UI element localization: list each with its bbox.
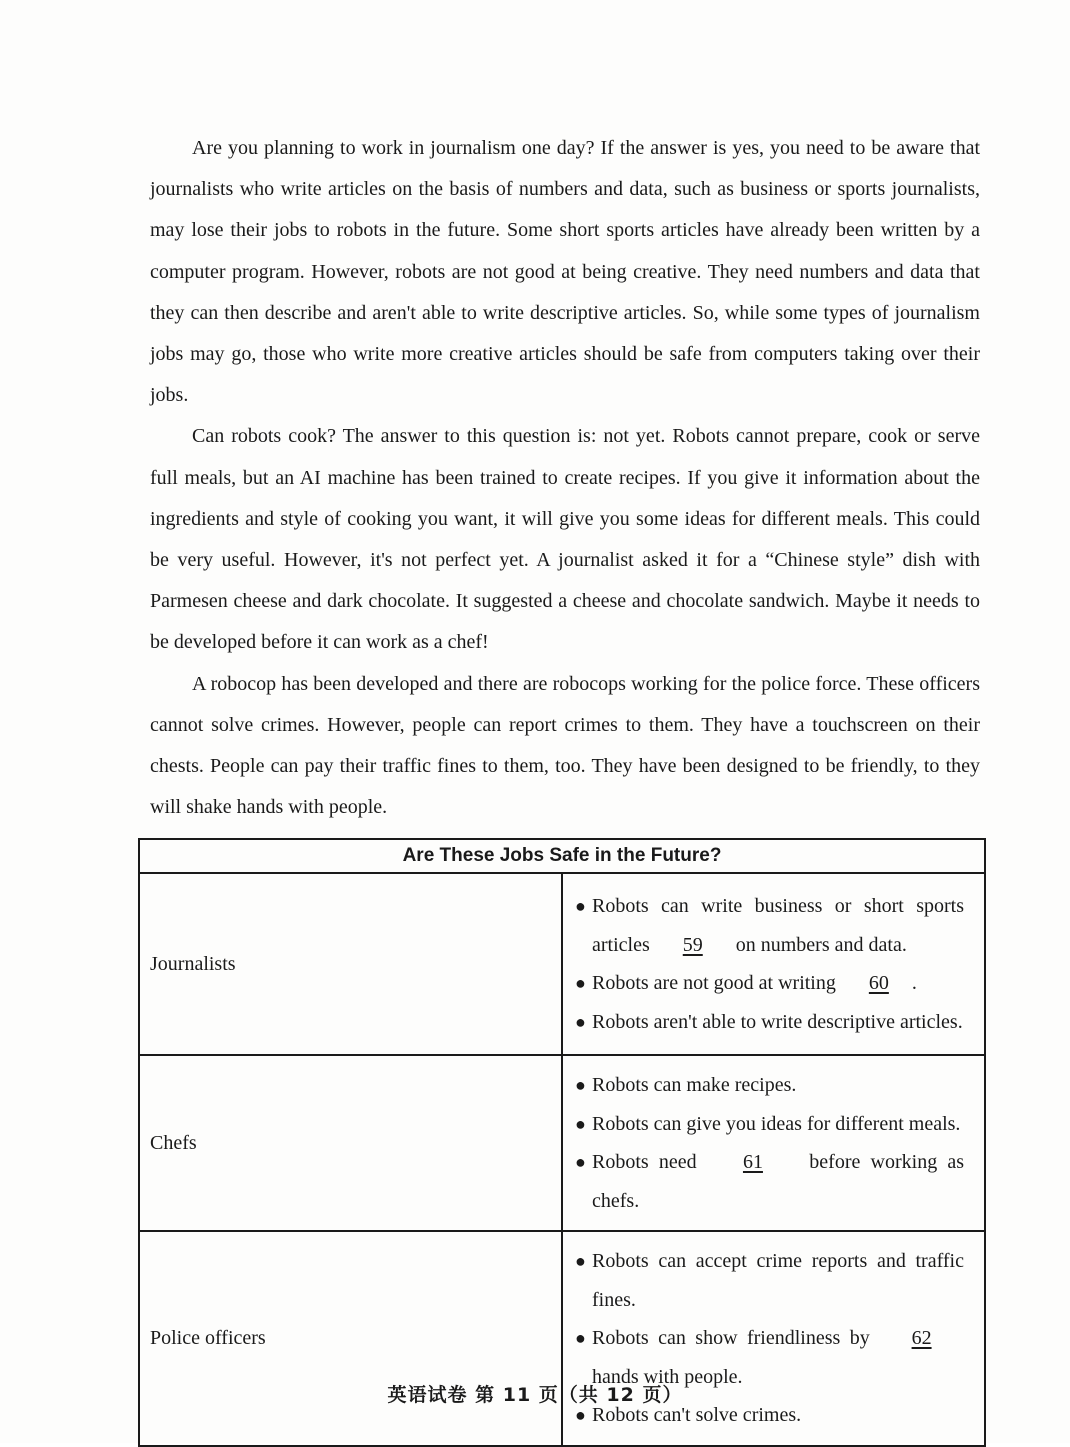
point-text: Robots can make recipes. xyxy=(592,1074,797,1096)
answer-blank-62[interactable]: 62 xyxy=(911,1327,932,1349)
table-title: Are These Jobs Safe in the Future? xyxy=(139,839,985,873)
point-text: before working as chefs. xyxy=(592,1151,965,1212)
points-cell-police-officers xyxy=(562,1231,985,1446)
job-label-journalists: Journalists xyxy=(139,873,562,1055)
point-item xyxy=(575,887,964,964)
point-text: Robots can write business or short sports articles xyxy=(592,895,964,956)
table-row xyxy=(139,873,985,1055)
jobs-table-container xyxy=(138,838,986,1447)
bullet-icon: ● xyxy=(575,1075,586,1095)
points-cell-chefs xyxy=(562,1055,985,1231)
job-label-chefs: Chefs xyxy=(139,1055,562,1231)
bullet-icon: ● xyxy=(575,973,586,993)
bullet-icon: ● xyxy=(575,1251,586,1271)
point-item xyxy=(575,1066,964,1105)
table-row xyxy=(139,1055,985,1231)
point-text: hands with people. xyxy=(592,1365,743,1388)
point-text: . xyxy=(911,972,917,994)
answer-blank-59[interactable]: 59 xyxy=(682,933,703,956)
jobs-table xyxy=(138,838,986,1447)
point-item xyxy=(575,1242,964,1319)
point-item xyxy=(575,1105,964,1144)
job-label-police-officers: Police officers xyxy=(139,1231,562,1446)
point-text: Robots are not good at writing xyxy=(592,972,836,994)
answer-blank-60[interactable]: 60 xyxy=(868,972,889,994)
bullet-icon: ● xyxy=(575,1011,586,1032)
point-text: on numbers and data. xyxy=(735,933,907,956)
bullet-icon: ● xyxy=(575,1152,586,1172)
page-footer: 英语试卷 第 11 页（共 12 页） xyxy=(387,1384,683,1406)
point-text: Robots can give you ideas for different meals. xyxy=(592,1112,961,1135)
paragraph-journalism: Are you planning to work in journalism one day? If the answer is yes, you need to be aware that journalists who write articles on the basis of numbers and data, such as business or sports journalists, may lose their jobs to robots in the future. Some short sports articles have already been written by a computer program. However, robots are not good at being creative. They need numbers and data that they can then describe and aren't able to write descriptive articles. So, while some types of journalism jobs may go, those who write more creative articles should be safe from computers taking over their jobs. xyxy=(150,137,980,407)
point-text: Robots can show friendliness by xyxy=(592,1327,870,1349)
bullet-icon: ● xyxy=(575,896,586,916)
paragraph-robocop: A robocop has been developed and there are robocops working for the police force. These officers cannot solve crimes. However, people can report crimes to them. They have a touchscreen on their chests. People can pay their traffic fines to them, too. They have been designed to be friendly, to they will shake hands with people. xyxy=(150,672,980,819)
paragraph-cooking: Can robots cook? The answer to this question is: not yet. Robots cannot prepare, cook or serve full meals, but an AI machine has been trained to create recipes. If you give it information about the ingredients and style of cooking you want, it will give you some ideas for different meals. This could be very useful. However, it's not perfect yet. A journalist asked it for a “Chinese style” dish with Parmesen cheese and dark chocolate. It suggested a cheese and chocolate sandwich. Maybe it needs to be developed before it can work as a chef! xyxy=(150,425,980,654)
table-title-row xyxy=(139,839,985,873)
point-text: Robots can accept crime reports and traffic fines. xyxy=(592,1250,964,1311)
point-text: Robots can't solve crimes. xyxy=(592,1404,802,1426)
reading-passage xyxy=(150,128,980,828)
bullet-icon: ● xyxy=(575,1113,586,1134)
bullet-icon: ● xyxy=(575,1328,586,1348)
answer-blank-61[interactable]: 61 xyxy=(742,1151,763,1173)
table-row xyxy=(139,1231,985,1446)
points-cell-journalists xyxy=(562,873,985,1055)
point-text: Robots aren't able to write descriptive articles. xyxy=(592,1010,963,1033)
point-item xyxy=(575,1003,964,1042)
point-item xyxy=(575,964,964,1003)
point-text: Robots need xyxy=(592,1151,697,1173)
point-item xyxy=(575,1143,964,1220)
bullet-icon: ● xyxy=(575,1405,586,1425)
